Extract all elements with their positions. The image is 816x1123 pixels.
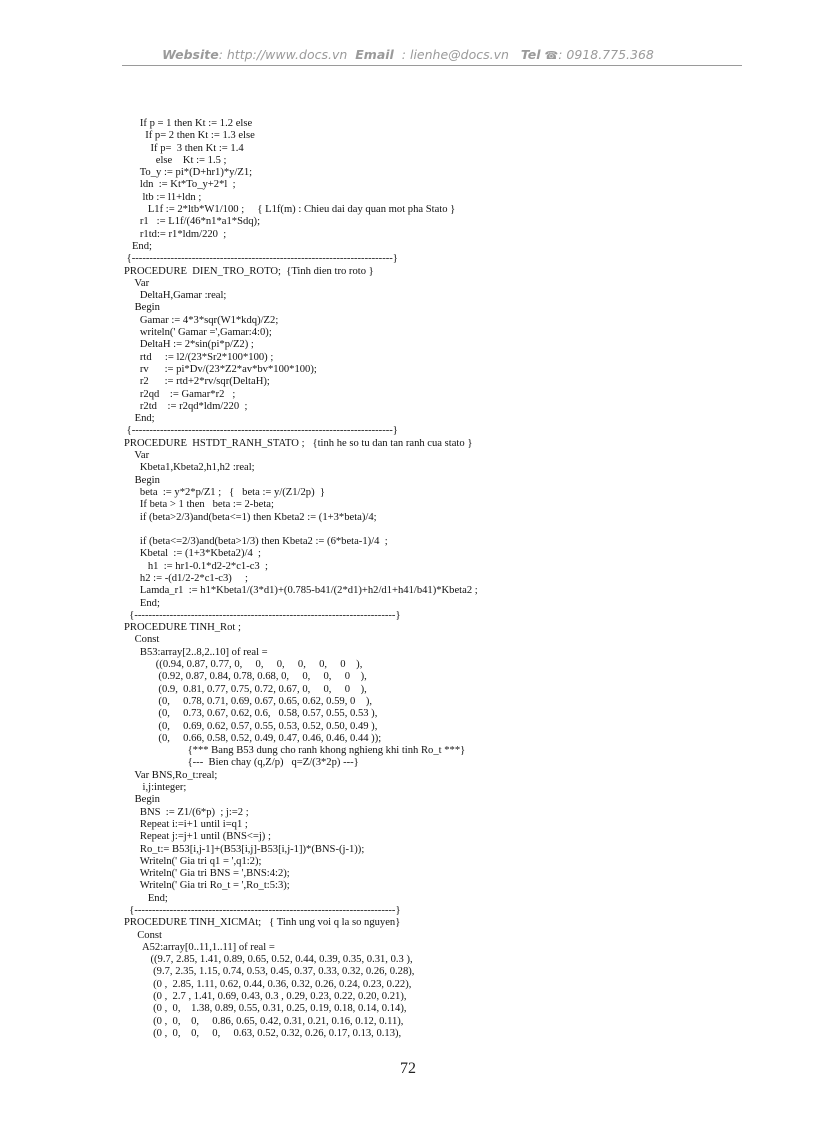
code-line: DeltaH,Gamar :real; [124,290,227,302]
code-line: {--------------------------------------------------------------------------} [124,905,401,916]
code-line: PROCEDURE TINH_Rot ; [124,622,241,634]
code-line: (9.7, 2.35, 1.15, 0.74, 0.53, 0.45, 0.37, 0.33, 0.32, 0.26, 0.28), [124,966,415,978]
code-line: {--------------------------------------------------------------------------} [124,253,398,265]
code-line: Repeat j:=j+1 until (BNS<=j) ; [124,831,271,843]
code-line: {--------------------------------------------------------------------------} [124,425,398,437]
tel-value: : 0918.775.368 [558,47,654,62]
code-line: ((0.94, 0.87, 0.77, 0, 0, 0, 0, 0, 0 ), [124,659,363,671]
code-listing [124,118,744,1040]
code-line: r2qd := Gamar*r2 ; [124,388,236,400]
code-line: If p = 1 then Kt := 1.2 else [124,118,253,129]
code-line: Var [124,450,150,462]
code-line: Var [124,277,150,289]
code-line: {*** Bang B53 dung cho ranh khong nghieng khi tinh Ro_t ***} [124,745,466,757]
code-line: i,j:integer; [124,782,187,794]
code-line [124,524,744,536]
code-line: (0, 0.69, 0.62, 0.57, 0.55, 0.53, 0.52, 0.50, 0.49 ), [124,720,378,732]
header-rule [122,65,742,66]
code-line: PROCEDURE HSTDT_RANH_STATO ; {tinh he so tu dan tan ranh cua stato } [124,437,473,449]
code-line: Lamda_r1 := h1*Kbeta1/(3*d1)+(0.785-b41/(2*d1)+h2/d1+h41/b41)*Kbeta2 ; [124,585,478,597]
code-line: else Kt := 1.5 ; [124,154,227,166]
code-line: L1f := 2*ltb*W1/100 ; { L1f(m) : Chieu dai day quan mot pha Stato } [124,204,456,216]
code-line: (0 , 2.85, 1.11, 0.62, 0.44, 0.36, 0.32, 0.26, 0.24, 0.23, 0.22), [124,978,412,990]
code-line: If p= 3 then Kt := 1.4 [124,142,244,154]
code-line: (0 , 0, 0, 0.86, 0.65, 0.42, 0.31, 0.21, 0.16, 0.12, 0.11), [124,1015,404,1027]
tel-label: Tel [520,47,541,62]
code-line: A52:array[0..11,1..11] of real = [124,941,275,953]
code-line: (0, 0.73, 0.67, 0.62, 0.6, 0.58, 0.57, 0.55, 0.53 ), [124,708,378,720]
website-label: Website [162,47,219,62]
email-value: : lienhe@docs.vn [401,47,509,62]
website-value: : http://www.docs.vn [218,47,348,62]
code-line: Kbeta1,Kbeta2,h1,h2 :real; [124,462,255,474]
code-line: (0.92, 0.87, 0.84, 0.78, 0.68, 0, 0, 0, 0 ), [124,671,367,683]
code-line: Repeat i:=i+1 until i=q1 ; [124,818,248,830]
code-line: DeltaH := 2*sin(pi*p/Z2) ; [124,339,254,351]
code-line: ldn := Kt*To_y+2*l ; [124,179,236,191]
code-line: B53:array[2..8,2..10] of real = [124,646,268,658]
code-line: (0 , 0, 0, 0, 0.63, 0.52, 0.32, 0.26, 0.17, 0.13, 0.13), [124,1027,402,1039]
code-line: PROCEDURE TINH_XICMAt; { Tinh ung voi q la so nguyen} [124,917,401,929]
code-line: Writeln(' Gia tri Ro_t = ',Ro_t:5:3); [124,880,290,892]
code-line: (0, 0.78, 0.71, 0.69, 0.67, 0.65, 0.62, 0.59, 0 ), [124,695,373,707]
code-line: Writeln(' Gia tri BNS = ',BNS:4:2); [124,868,290,880]
code-line: r2 := rtd+2*rv/sqr(DeltaH); [124,376,270,388]
code-line: rv := pi*Dv/(23*Z2*av*bv*100*100); [124,363,317,375]
code-line: If p= 2 then Kt := 1.3 else [124,130,255,142]
code-line: Const [124,929,162,941]
code-line: (0 , 0, 1.38, 0.89, 0.55, 0.31, 0.25, 0.19, 0.18, 0.14, 0.14), [124,1003,407,1015]
code-line: Writeln(' Gia tri q1 = ',q1:2); [124,855,262,867]
code-line: beta := y*2*p/Z1 ; { beta := y/(Z1/2p) } [124,486,326,498]
code-line: (0, 0.66, 0.58, 0.52, 0.49, 0.47, 0.46, 0.46, 0.44 )); [124,732,382,744]
code-line: Ro_t:= B53[i,j-1]+(B53[i,j]-B53[i,j-1])*(BNS-(j-1)); [124,843,365,855]
code-line: Begin [124,474,160,486]
code-line: (0 , 2.7 , 1.41, 0.69, 0.43, 0.3 , 0.29, 0.23, 0.22, 0.20, 0.21), [124,991,407,1003]
code-line: (0.9, 0.81, 0.77, 0.75, 0.72, 0.67, 0, 0, 0 ), [124,683,367,695]
code-line: r1 := L1f/(46*n1*a1*Sdq); [124,216,261,228]
code-line: Const [124,634,160,646]
code-line: ltb := l1+ldn ; [124,191,202,203]
code-line: To_y := pi*(D+hr1)*y/Z1; [124,167,253,179]
code-line: Kbetal := (1+3*Kbeta2)/4 ; [124,548,261,560]
code-line: End; [124,597,160,609]
code-line: r2td := r2qd*ldm/220 ; [124,400,248,412]
code-line: Begin [124,302,160,314]
page-header [0,47,816,62]
code-line: h2 := -(d1/2-2*c1-c3) ; [124,572,248,584]
code-line: rtd := l2/(23*Sr2*100*100) ; [124,351,274,363]
email-label: Email [355,47,394,62]
code-line: h1 := hr1-0.1*d2-2*c1-c3 ; [124,560,268,572]
code-line: if (beta>2/3)and(beta<=1) then Kbeta2 := (1+3*beta)/4; [124,511,377,523]
code-line: {--------------------------------------------------------------------------} [124,609,401,621]
code-line: Begin [124,794,160,806]
code-line: If beta > 1 then beta := 2-beta; [124,499,274,511]
code-line: Gamar := 4*3*sqr(W1*kdq)/Z2; [124,314,279,326]
code-line: Var BNS,Ro_t:real; [124,769,218,781]
code-line: if (beta<=2/3)and(beta>1/3) then Kbeta2 := (6*beta-1)/4 ; [124,536,388,548]
code-line: ((9.7, 2.85, 1.41, 0.89, 0.65, 0.52, 0.44, 0.39, 0.35, 0.31, 0.3 ), [124,954,413,966]
code-line: End; [124,240,152,252]
code-line: {--- Bien chay (q,Z/p) q=Z/(3*2p) ---} [124,757,359,769]
page-number: 72 [400,1060,416,1077]
code-line: BNS := Z1/(6*p) ; j:=2 ; [124,806,249,818]
code-line: r1td:= r1*ldm/220 ; [124,228,227,240]
code-line: End; [124,413,155,425]
code-line: PROCEDURE DIEN_TRO_ROTO; {Tinh dien tro roto } [124,265,374,277]
code-line: End; [124,892,168,904]
code-line: writeln(' Gamar =',Gamar:4:0); [124,327,272,339]
phone-icon: ☎ [544,49,559,62]
